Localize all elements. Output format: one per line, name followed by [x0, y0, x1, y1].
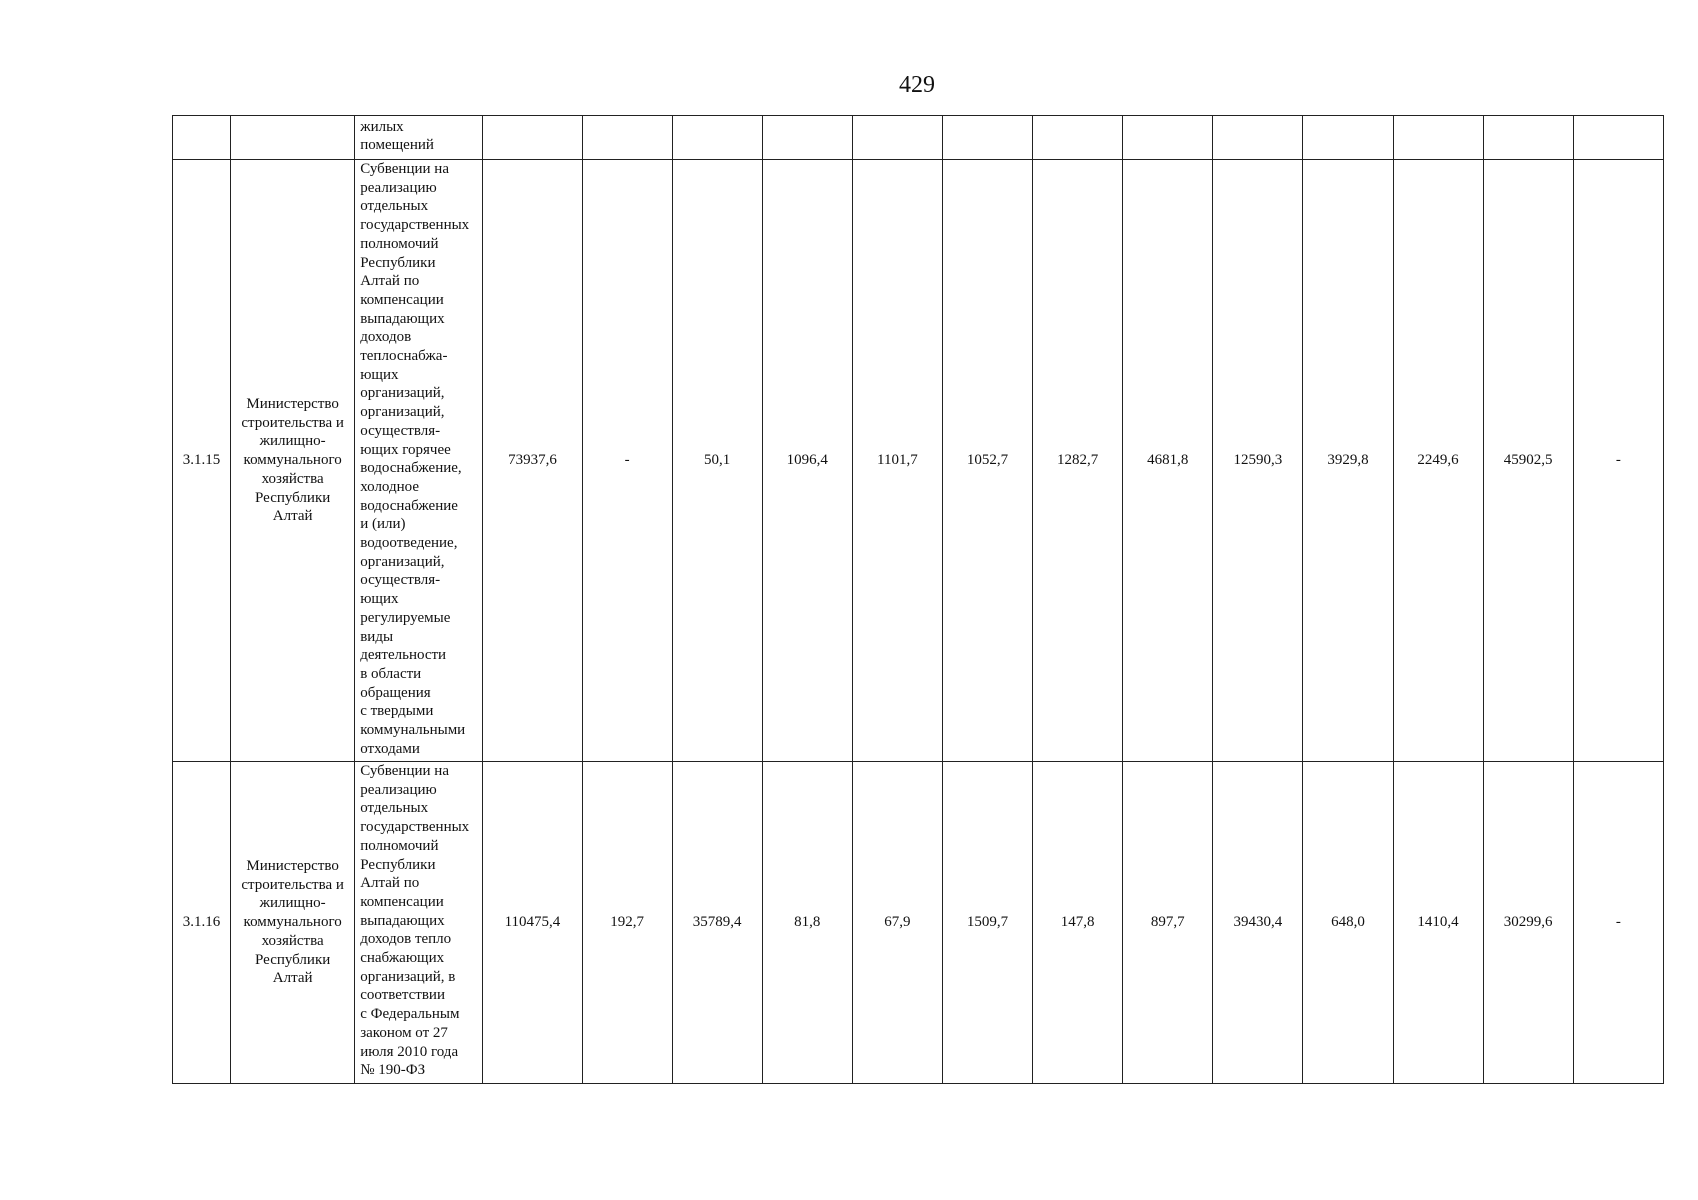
value-cell: 30299,6	[1483, 762, 1573, 1084]
value-cell: 897,7	[1123, 762, 1213, 1084]
row-description: Субвенции на реализацию отдельных государственных полномочий Республики Алтай по компенсации выпадающих доходов тепло снабжающих организаций, в соответствии с Федеральным законом от 27 июля 2010 года № 190-ФЗ	[355, 762, 483, 1084]
value-cell: 192,7	[582, 762, 672, 1084]
row-code: 3.1.15	[173, 160, 231, 762]
value-cell: 50,1	[672, 160, 762, 762]
value-cell	[483, 116, 582, 160]
value-cell: 12590,3	[1213, 160, 1303, 762]
value-cell	[1393, 116, 1483, 160]
row-description: жилых помещений	[355, 116, 483, 160]
value-cell: 39430,4	[1213, 762, 1303, 1084]
value-cell: 1101,7	[852, 160, 942, 762]
table-row	[173, 116, 1664, 160]
value-cell: 45902,5	[1483, 160, 1573, 762]
row-organization	[231, 116, 355, 160]
value-cell	[852, 116, 942, 160]
value-cell: -	[1573, 160, 1663, 762]
value-cell: 1096,4	[762, 160, 852, 762]
value-cell: 67,9	[852, 762, 942, 1084]
budget-table	[172, 115, 1664, 1084]
table-row	[173, 160, 1664, 762]
table-row	[173, 762, 1664, 1084]
value-cell: 147,8	[1033, 762, 1123, 1084]
value-cell: 1410,4	[1393, 762, 1483, 1084]
value-cell	[1303, 116, 1393, 160]
value-cell	[582, 116, 672, 160]
row-organization: Министерство строительства и жилищно- коммунального хозяйства Республики Алтай	[231, 160, 355, 762]
row-description: Субвенции на реализацию отдельных государственных полномочий Республики Алтай по компенсации выпадающих доходов теплоснабжа- ющих организаций, организаций, осуществля- ющих горячее водоснабжение, холодное водоснабжение и (или) водоотведение, организаций, осуществля- ющих регулируемые виды деятельности в области обращения с твердыми коммунальными отходами	[355, 160, 483, 762]
value-cell	[1213, 116, 1303, 160]
value-cell: 73937,6	[483, 160, 582, 762]
row-code	[173, 116, 231, 160]
page-number: 429	[899, 72, 935, 98]
value-cell	[942, 116, 1032, 160]
value-cell	[1483, 116, 1573, 160]
value-cell: 1052,7	[942, 160, 1032, 762]
value-cell: -	[582, 160, 672, 762]
value-cell: 648,0	[1303, 762, 1393, 1084]
value-cell	[1123, 116, 1213, 160]
value-cell	[762, 116, 852, 160]
value-cell: 1282,7	[1033, 160, 1123, 762]
value-cell: 3929,8	[1303, 160, 1393, 762]
value-cell	[1573, 116, 1663, 160]
value-cell	[1033, 116, 1123, 160]
value-cell: 81,8	[762, 762, 852, 1084]
value-cell: -	[1573, 762, 1663, 1084]
value-cell: 1509,7	[942, 762, 1032, 1084]
row-organization: Министерство строительства и жилищно- коммунального хозяйства Республики Алтай	[231, 762, 355, 1084]
value-cell	[672, 116, 762, 160]
value-cell: 35789,4	[672, 762, 762, 1084]
row-code: 3.1.16	[173, 762, 231, 1084]
value-cell: 2249,6	[1393, 160, 1483, 762]
value-cell: 110475,4	[483, 762, 582, 1084]
value-cell: 4681,8	[1123, 160, 1213, 762]
